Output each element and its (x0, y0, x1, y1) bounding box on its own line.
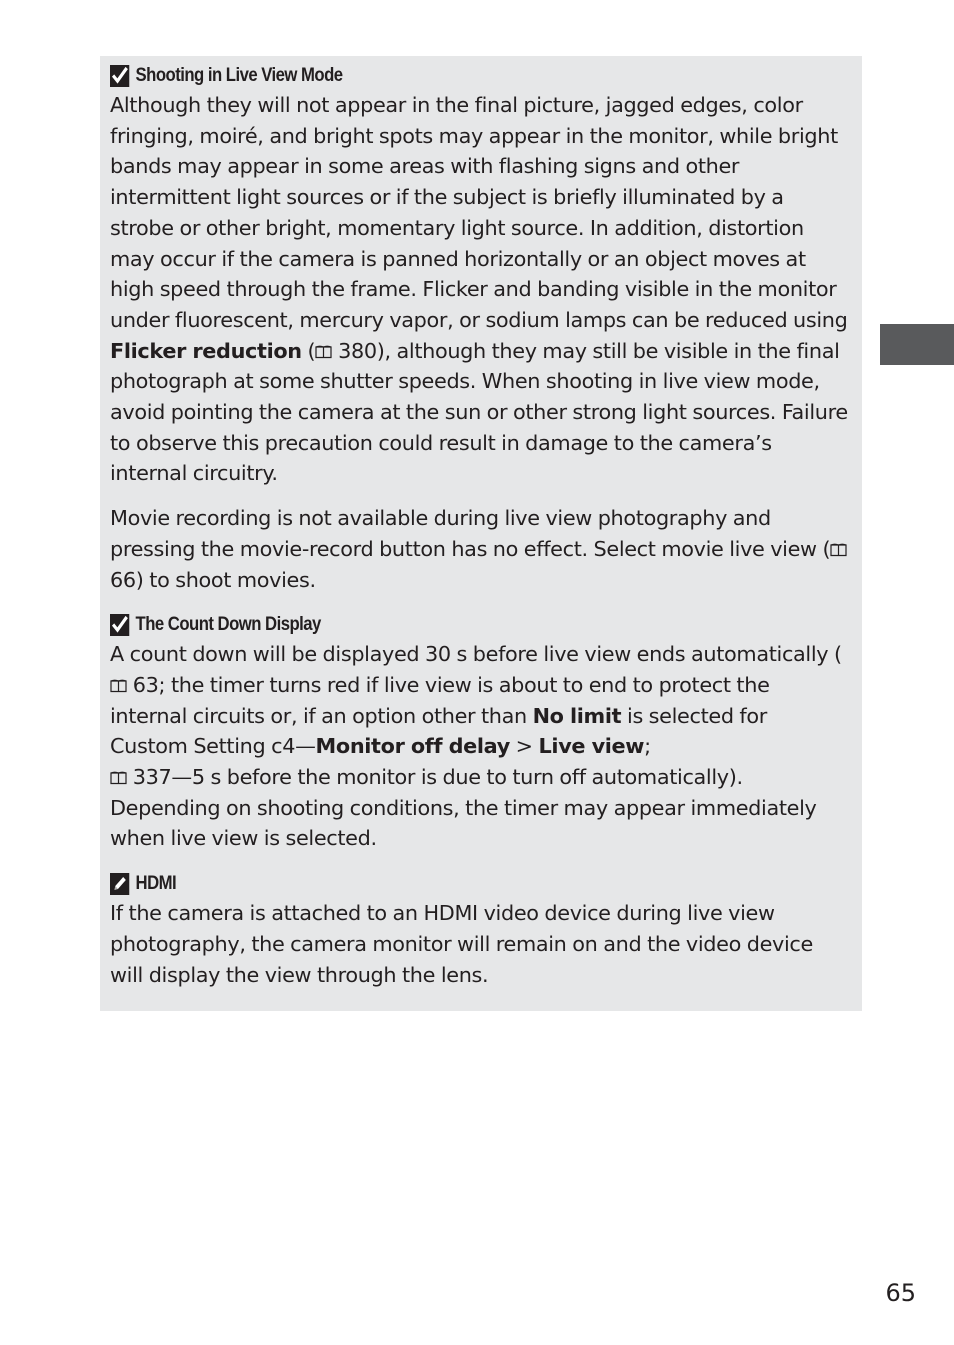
menu-item-name: Monitor off delay (315, 734, 510, 759)
note-pencil-icon (110, 873, 129, 895)
note-heading (110, 62, 761, 90)
text-run: Movie recording is not available during live view photography and pressing the movie-record button has no effect. Select movie live view ( (110, 506, 831, 561)
paragraph (110, 503, 850, 595)
menu-item-name: No limit (532, 703, 622, 728)
page-reference-icon (315, 345, 332, 359)
note-heading (110, 870, 761, 898)
text-run: ; (644, 734, 651, 759)
text-run: ; the timer turns red if live view is about to end to protect the internal circuits or, if an option other than (110, 672, 770, 728)
paragraph (110, 639, 850, 854)
page-reference: 337 (132, 765, 172, 790)
note-shooting-live-view (110, 62, 850, 595)
caution-check-icon (110, 65, 129, 87)
note-heading-text: Shooting in Live View Mode (135, 65, 343, 86)
text-run: Although they will not appear in the final picture, jagged edges, color fringing, moiré, and bright spots may appear in the monitor, while bright bands may appear in some areas with flashing signs and other intermittent light sources or if the subject is briefly illuminated by a strobe or other bright, momentary light source. In addition, distortion may occur if the camera is panned horizontally or an object moves at high speed through the frame. Flicker and banding visible in the monitor under fluorescent, mercury vapor, or sodium lamps can be reduced using (110, 93, 848, 332)
text-run: ( (301, 338, 316, 363)
page-reference-icon (830, 543, 847, 557)
page-number: 65 (885, 1279, 916, 1307)
note-hdmi (110, 870, 850, 990)
text-run: > (509, 734, 539, 759)
paragraph (110, 90, 850, 489)
page-reference: 66 (110, 567, 136, 592)
page-reference: 380 (338, 338, 377, 363)
menu-item-name: Live view (538, 734, 645, 759)
page-reference-icon (110, 771, 127, 785)
caution-check-icon (110, 614, 129, 636)
chapter-tab (880, 324, 954, 365)
text-run: —5 s before the monitor is due to turn off automatically). Depending on shooting conditions, the timer may appear immediately when live view is selected. (110, 765, 817, 851)
text-run: ) to shoot movies. (135, 567, 316, 592)
text-run: ), although they may still be visible in the final photograph at some shutter speeds. When shooting in live view mode, avoid pointing the camera at the sun or other strong light sources. Failure to observe this precaution could result in damage to the camera’s internal circuitry. (110, 338, 848, 486)
page-reference: 63 (132, 672, 159, 697)
note-count-down-display (110, 611, 850, 854)
paragraph: If the camera is attached to an HDMI video device during live view photography, the camera monitor will remain on and the video device will display the view through the lens. (110, 901, 813, 987)
note-heading (110, 611, 761, 639)
page-reference-icon (110, 679, 127, 693)
note-heading-text: The Count Down Display (135, 614, 321, 636)
text-run: A count down will be displayed 30 s before live view ends automatically ( (110, 642, 842, 667)
text-run: is selected for Custom Setting c4— (110, 703, 767, 759)
menu-item-name: Flicker reduction (110, 338, 302, 363)
note-box (100, 56, 862, 1011)
note-heading-text: HDMI (135, 873, 177, 895)
